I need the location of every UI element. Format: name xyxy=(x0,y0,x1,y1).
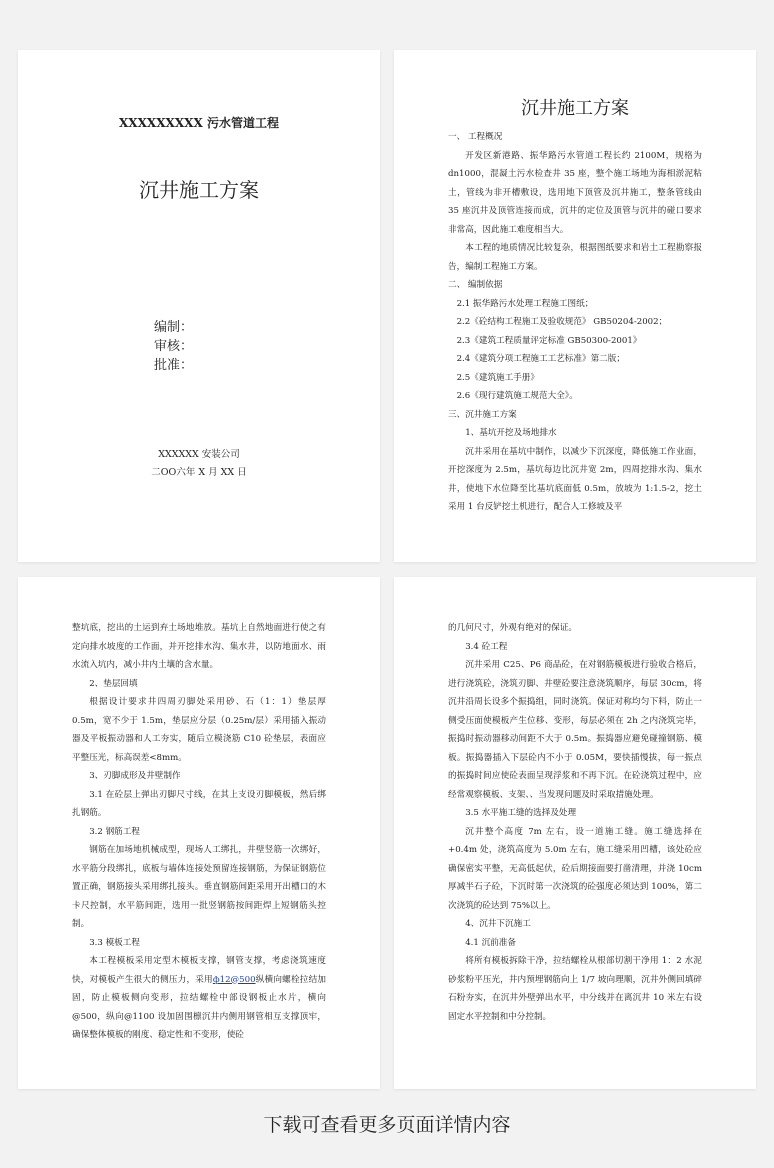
paragraph: 2.6《现行建筑施工规范大全》。 xyxy=(456,391,578,401)
paragraph: 将所有模板拆除干净，拉结螺栓从根部切割干净用 1：2 水泥砂浆粉平压光，井内预埋钢筋向上 1/7 坡向理顺，沉井外侧回填碎石粉夯实，在沉井外壁弹出水平，中分线并在离沉井 10 米左右设固定水平控制和中分控制。 xyxy=(448,956,702,1022)
download-more-prompt[interactable]: 下载可查看更多页面详情内容 xyxy=(263,1114,511,1136)
paragraph: 1、基坑开挖及场地排水 xyxy=(465,428,557,438)
cover-date: 二OO六年 X 月 XX 日 xyxy=(151,467,247,478)
paragraph: 2、垫层回填 xyxy=(89,678,138,689)
page-4-body xyxy=(448,619,702,1026)
document-page-4 xyxy=(394,577,756,1089)
cover-sign-reviewer: 审核： xyxy=(154,339,194,354)
document-page-cover xyxy=(18,50,380,562)
spec-link[interactable]: ф12@500 xyxy=(212,974,256,985)
cover-title: 沉井施工方案 xyxy=(139,178,259,202)
paragraph: 3.1 在砼层上弹出刃脚尺寸线，在其上支设刃脚模板，然后绑扎钢筋。 xyxy=(72,789,326,818)
document-page-3 xyxy=(18,577,380,1089)
paragraph: 本工程模板采用定型木模板支撑，钢管支撑，考虑浇筑速度快，对模板产生很大的侧压力，采用ф12@500纵横向螺栓拉结加固，防止模板侧向变形，拉结螺栓中部设钢板止水片，横向@500，纵向@1100 设加固围檩沉井内侧用钢管相互支撑顶牢，确保整体模板的刚度、稳定性和不变形，使砼 xyxy=(72,956,326,1040)
paragraph: 3.4 砼工程 xyxy=(465,641,508,652)
paragraph: 钢筋在加场地机械成型，现场人工绑扎，井壁竖筋一次绑好，水平筋分段绑扎，底板与墙体连接处预留连接钢筋，为保证钢筋位置正确，钢筋接头采用绑扎接头。垂直钢筋间距采用开出槽口的木卡尺控制，水平筋间距，选用一批竖钢筋按间距焊上短钢筋头控制。 xyxy=(72,845,326,929)
paragraph: 开发区新港路、振华路污水管道工程长约 2100M，规格为 dn1000，混凝土污水检查井 35 座，整个施工场地为海相淤泥粘土，管线为非开槽敷设，选用地下顶管及沉井施工，整条管线由 35 座沉井及顶管连接而成，沉井的定位及顶管与沉井的碰口要求非常高，因此施工难度相当大。 xyxy=(448,150,702,235)
paragraph: 3、刃脚成形及井壁制作 xyxy=(89,771,181,781)
paragraph: 4.1 沉前准备 xyxy=(465,937,516,948)
paragraph: 的几何尺寸，外观有绝对的保证。 xyxy=(448,623,577,633)
cover-company: XXXXXX 安装公司 xyxy=(158,449,240,460)
paragraph: 一、 工程概况 xyxy=(448,132,503,142)
cover-sign-compiler: 编制： xyxy=(154,320,194,335)
paragraph: 沉井采用 C25、P6 商品砼，在对钢筋模板进行验收合格后，进行浇筑砼，浇筑刃脚、井壁砼要注意浇筑顺序，每层 30cm，将沉井沿周长设多个振捣组，同时浇筑。保证对称均匀下料，防止一侧受压面使模板产生位移、变形，每层必须在 2h 之内浇筑完毕，振捣时振动器移动间距不大于 0.5m。振捣器应避免碰撞钢筋、模板。振捣器插入下层砼内不小于 0.05M，要快插慢拔，每一振点的振捣时间应使砼表面呈现浮浆和不再下沉。在砼浇筑过程中，应经常观察模板、支架、、当发现问题及时采取措施处理。 xyxy=(448,660,702,800)
page-2-body xyxy=(448,128,702,517)
paragraph: 2.1 振华路污水处理工程施工图纸； xyxy=(456,298,594,309)
paragraph: 3.5 水平施工缝的选择及处理 xyxy=(465,808,577,818)
paragraph: 2.2《砼结构工程施工及验收规范》 GB50204-2002； xyxy=(456,317,668,327)
paragraph: 3.2 钢筋工程 xyxy=(89,826,140,837)
paragraph: 根据设计要求井四周刃脚处采用砂、石（1：1）垫层厚 0.5m，宽不少于 1.5m，垫层应分层（0.25m/层）采用插入振动器及平板振动器和人工夯实，随后立模浇筋 C10 砼垫层，表面应平整压光，标高误差<8mm。 xyxy=(72,697,326,763)
paragraph: 二、 编制依据 xyxy=(448,280,503,290)
paragraph: 3.3 模板工程 xyxy=(89,937,140,948)
page-3-body xyxy=(72,619,326,1045)
paragraph: 2.3《建筑工程质量评定标准 GB50300-2001》 xyxy=(456,335,642,346)
cover-sign-approver: 批准： xyxy=(154,358,194,373)
cover-project-name: XXXXXXXXX 污水管道工程 xyxy=(119,116,279,130)
paragraph: 4、沉井下沉施工 xyxy=(465,919,531,929)
paragraph: 整坑底，挖出的土运到弃土场地堆放。基坑上自然地面进行使之有定向排水坡度的工作面，并开挖排水沟、集水井，以防地面水、雨水流入坑内，减小井内土壤的含水量。 xyxy=(72,623,326,670)
paragraph: 三、沉井施工方案 xyxy=(448,409,517,420)
paragraph: 2.5《建筑施工手册》 xyxy=(456,372,540,383)
paragraph: 沉井采用在基坑中制作，以减少下沉深度，降低施工作业面，开挖深度为 2.5m，基坑每边比沉井宽 2m，四周挖排水沟、集水井，使地下水位降至比基坑底面低 0.5m，放坡为 1:1.5-2，挖土采用 1 台反铲挖土机进行，配合人工修坡及平 xyxy=(448,446,702,512)
page-title: 沉井施工方案 xyxy=(521,98,629,119)
paragraph: 本工程的地质情况比较复杂，根据图纸要求和岩土工程勘察报告，编制工程施工方案。 xyxy=(448,243,702,272)
paragraph: 2.4《建筑分项工程施工工艺标准》第二版； xyxy=(456,354,625,364)
paragraph: 沉井整个高度 7m 左右，设一道施工缝。施工缝选择在+0.4m 处，浇筑高度为 5.0m 左右，施工缝采用凹槽，该处砼应确保密实平整，无高低起伏，砼后期接面要打凿清理，并浇 10cm 厚减半石子砼，下沉时第一次浇筑的砼强度必须达到 100%，第二次浇筑的砼达到 75%以上。 xyxy=(448,826,702,911)
document-page-2 xyxy=(394,50,756,562)
